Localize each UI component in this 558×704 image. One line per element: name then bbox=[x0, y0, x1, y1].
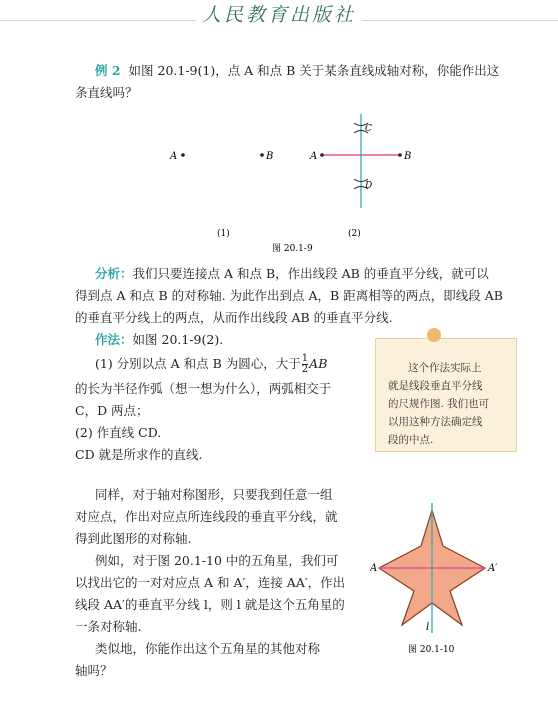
pin-icon bbox=[427, 328, 441, 342]
tip-line-2: 就是线段垂直平分线 bbox=[388, 380, 483, 392]
para2-line-2: 对应点，作出对应点所连线段的垂直平分线，就 bbox=[75, 509, 338, 524]
para4-line-2: 轴吗？ bbox=[75, 663, 113, 678]
figure-20-1-9 bbox=[150, 112, 440, 257]
para3-line-2: 以找出它的一对对应点 A 和 A′，连接 AA′，作出 bbox=[75, 575, 346, 590]
tip-note bbox=[375, 338, 517, 452]
fraction-numerator: 1 bbox=[301, 353, 309, 364]
label-c: C bbox=[365, 124, 372, 134]
point-b2-dot bbox=[398, 153, 402, 157]
para4-line-1: 类似地，你能作出这个五角星的其他对称 bbox=[95, 641, 321, 656]
analysis-line-1 bbox=[95, 263, 489, 285]
method-line-1 bbox=[95, 329, 223, 351]
method-step-1-line-3: C，D 两点； bbox=[75, 403, 149, 418]
example-text-1: 如图 20.1-9(1)，点 A 和点 B 关于某条直线成轴对称，你能作出这 bbox=[128, 63, 500, 78]
para3-line-3: 线段 AA′的垂直平分线 l，则 l 就是这个五角星的 bbox=[75, 597, 345, 612]
figure-caption-20-1-9: 图 20.1-9 bbox=[272, 244, 313, 254]
tip-line-3: 的尺规作图. 我们也可 bbox=[388, 398, 490, 410]
page-header bbox=[0, 0, 558, 30]
para3-line-4: 一条对称轴. bbox=[75, 619, 142, 634]
label-b-1: B bbox=[266, 151, 274, 162]
analysis-label: 分析： bbox=[95, 266, 133, 281]
star-label-l: l bbox=[426, 622, 430, 633]
analysis-line-3: 的垂直平分线上的两点，从而作出线段 AB 的垂直平分线. bbox=[75, 310, 393, 325]
tip-line-4: 以用这种方法确定线 bbox=[388, 416, 483, 428]
publisher-logo: 人民教育出版社 bbox=[201, 4, 356, 26]
method-step-1-line-2: 的长为半径作弧（想一想为什么），两弧相交于 bbox=[75, 381, 332, 396]
fraction-one-half bbox=[302, 354, 308, 375]
example-line-1 bbox=[95, 60, 499, 82]
method-step-2: (2) 作直线 CD. bbox=[75, 425, 162, 440]
figure-20-1-10 bbox=[370, 500, 520, 660]
tip-line-5: 段的中点. bbox=[388, 434, 434, 446]
para2-line-1: 同样，对于轴对称图形，只要我到任意一组 bbox=[95, 487, 333, 502]
analysis-line-2: 得到点 A 和点 B 的对称轴. 为此作出到点 A，B 距离相等的两点，即线段 AB bbox=[75, 288, 503, 303]
step1-text-a: (1) 分别以点 A 和点 B 为圆心，大于 bbox=[95, 356, 301, 371]
step1-text-b: AB bbox=[309, 356, 328, 371]
star-label-a-prime: A′ bbox=[488, 563, 498, 574]
point-a2-dot bbox=[320, 153, 324, 157]
label-a-2: A bbox=[310, 151, 318, 162]
analysis-text-1: 我们只要连接点 A 和点 B，作出线段 AB 的垂直平分线，就可以 bbox=[132, 266, 489, 281]
subfig-label-2: (2) bbox=[348, 229, 361, 239]
point-a-dot bbox=[181, 153, 185, 157]
subfig-label-1: (1) bbox=[217, 229, 230, 239]
label-b-2: B bbox=[404, 151, 412, 162]
star-label-a: A bbox=[370, 563, 378, 574]
label-d: D bbox=[365, 181, 373, 191]
point-b-dot bbox=[260, 153, 264, 157]
example-line-2: 条直线吗？ bbox=[75, 85, 138, 100]
method-intro: 如图 20.1-9(2). bbox=[132, 332, 224, 347]
method-label: 作法： bbox=[95, 332, 133, 347]
method-step-1 bbox=[95, 353, 327, 375]
fraction-denominator: 2 bbox=[301, 364, 309, 375]
para3-line-1: 例如，对于图 20.1-10 中的五角星，我们可 bbox=[95, 553, 339, 568]
method-conclusion: CD 就是所求作的直线. bbox=[75, 447, 203, 462]
example-label: 例 2 bbox=[95, 63, 121, 78]
tip-text bbox=[388, 359, 508, 449]
figure-caption-20-1-10: 图 20.1-10 bbox=[408, 645, 455, 655]
para2-line-3: 得到此图形的对称轴. bbox=[75, 531, 192, 546]
tip-line-1: 这个作法实际上 bbox=[408, 362, 482, 374]
label-a-1: A bbox=[170, 151, 178, 162]
